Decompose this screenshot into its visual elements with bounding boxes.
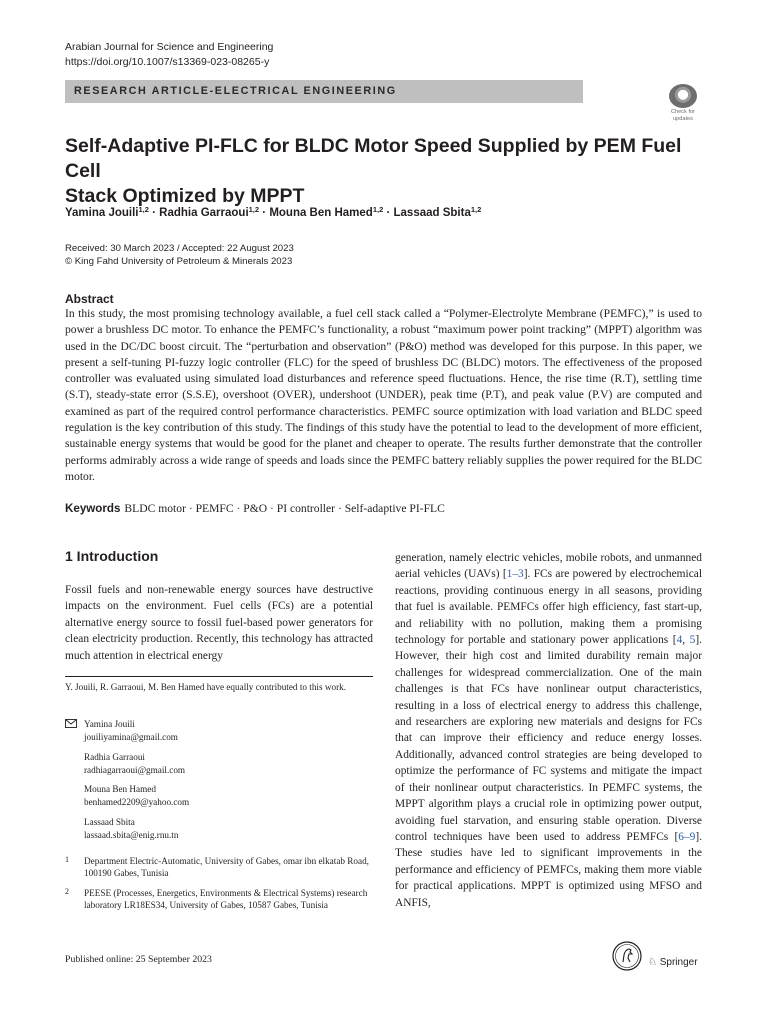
section-heading-introduction: 1 Introduction [65, 548, 159, 564]
author-affiliation-sup: 1,2 [470, 205, 482, 214]
check-updates-line-2: updates [673, 116, 693, 122]
intro-paragraph-left: Fossil fuels and non-renewable energy sources have destructive impacts on the environment. Fuel cells (FCs) are a potential alternative energy source to fossil fuel-based power generators for clean electricity production. Recently, this technology has attracted much attention in electrical energy [65, 584, 373, 662]
keywords-list: BLDC motor · PEMFC · P&O · PI controller · Self-adaptive PI-FLC [124, 502, 445, 515]
publisher-name [648, 956, 698, 969]
footnote-divider [65, 676, 373, 677]
author-name[interactable]: Mouna Ben Hamed [269, 207, 373, 219]
equal-contribution-note: Y. Jouili, R. Garraoui, M. Ben Hamed have equally contributed to this work. [65, 682, 347, 692]
affiliation-text: PEESE (Processes, Energetics, Environments & Electrical Systems) research laboratory LR18ES34, University of Gabes, 10587 Gabes, Tunisia [84, 888, 368, 911]
author-name[interactable]: Lassaad Sbita [393, 207, 471, 219]
citation-link[interactable]: 4 [676, 634, 683, 647]
contact-email[interactable]: lassaad.sbita@enig.rnu.tn [84, 830, 179, 840]
author-name[interactable]: Radhia Garraoui [159, 207, 249, 219]
contact-email[interactable]: jouiliyamina@gmail.com [84, 732, 178, 742]
doi-link[interactable]: https://doi.org/10.1007/s13369-023-08265-y [65, 56, 270, 68]
keywords-heading: Keywords [65, 502, 121, 515]
contact-name: Lassaad Sbita [84, 817, 135, 827]
affiliation-number: 1 [65, 855, 69, 864]
springer-horse-logo-icon [611, 940, 643, 972]
envelope-icon [65, 719, 77, 728]
author-separator: · [259, 207, 270, 219]
author-list [65, 202, 481, 221]
contact-name: Radhia Garraoui [84, 752, 145, 762]
text-segment: generation, namely electric vehicles, mobile robots, and unmanned aerial vehicles (UAVs) [ [395, 552, 702, 581]
affiliation-text: Department Electric-Automatic, University of Gabes, omar ibn elkatab Road, 100190 Gabes, Tunisia [84, 856, 369, 879]
keywords [65, 501, 445, 517]
affiliation-number: 2 [65, 887, 69, 896]
abstract-heading: Abstract [65, 292, 114, 306]
contact-name: Mouna Ben Hamed [84, 784, 156, 794]
check-updates-line-1: Check for [671, 109, 695, 115]
check-for-updates-icon[interactable] [664, 84, 702, 126]
abstract-text: In this study, the most promising technology available, a fuel cell stack called a “Polymer-Electrolyte Membrane (PEMFC),” is used to power a brushless DC motor. To enhance the PEMFC’s functionality, a robust “maximum power point tracking” (MPPT) algorithm was used in the DC/DC boost circuit. The “perturbation and observation” (P&O) method was developed for this purpose. In this paper, we present a self-tuning PI-fuzzy logic controller (FLC) for the speed of brushless DC (BLDC) motors. The effectiveness of the proposed controller was evaluated using simulated load disturbances and reference speed fluctuations. Hence, the rise time (R.T), settling time (S.T), steady-state error (S.S.E), overshoot (OVER), undershoot (UNDER), peak time (P.T), and peak value (P.V) are computed and examined as part of the required control performance characteristics. PEMFC source optimization with load variation and BLDC speed regulation is the key contribution of this study. The findings of this study have the potential to lead to the development of more efficient, sustainable energy systems that would be good for the planet and cheaper to operate. The results further demonstrate that the controller performs admirably across a wide range of speeds and loads since the PEMFC battery reliably supplies the power required for the BLDC motor. [65, 307, 702, 483]
copyright-notice: © King Fahd University of Petroleum & Minerals 2023 [65, 256, 293, 267]
text-segment: , [682, 634, 690, 647]
author-affiliation-sup: 1,2 [248, 205, 260, 214]
article-type-banner: RESEARCH ARTICLE-ELECTRICAL ENGINEERING [65, 80, 583, 103]
author-separator: · [148, 207, 160, 219]
intro-paragraph-right [395, 550, 702, 911]
article-title [65, 134, 685, 209]
author-name[interactable]: Yamina Jouili [65, 207, 139, 219]
contact-email[interactable]: radhiagarraoui@gmail.com [84, 765, 186, 775]
text-segment: ]. However, their high cost and limited durability remain major challenges for widespread commercialization. One of the main challenges is that FCs have nonlinear output characteristics, resulting in a loss of electrical energy to address this challenge, and researchers are exploring new materials and designs for FCs that can improve their efficiency and reduce energy losses. Additionally, advanced control strategies are being developed to optimize the performance of FC systems and mitigate the impact of their nonlinear output characteristics. In PEMFC systems, the MPPT algorithm plays a crucial role in optimizing power output, avoiding fuel starvation, and ensuring stable operation. Diverse control techniques have been used to address PEMFCs [ [395, 634, 702, 843]
journal-name: Arabian Journal for Science and Engineering [65, 41, 274, 53]
publisher-label: Springer [659, 957, 698, 968]
author-separator: · [383, 207, 394, 219]
author-affiliation-sup: 1,2 [372, 205, 384, 214]
springer-chess-knight-icon: ♘ [648, 957, 657, 968]
contact-email[interactable]: benhamed2209@yahoo.com [84, 797, 190, 807]
text-segment: ]. These studies have led to significant improvements in the performance and efficiency of PEMFCs, making them more viable for practical applications. MPPT is optimized using MFSO and ANFIS, [395, 830, 702, 909]
text-segment: ]. FCs are powered by electrochemical reactions, providing continuous energy in all seasons, providing that fuel is available. PEMFCs offer high efficiency, fast start-up, and reliability with no pollution, making them a promising technology for portable and stationary power applications [ [395, 568, 702, 647]
citation-link[interactable]: 5 [689, 634, 696, 647]
citation-link[interactable]: 6–9 [678, 830, 696, 843]
citation-link[interactable]: 1–3 [506, 568, 524, 581]
contact-name: Yamina Jouili [84, 719, 135, 729]
received-accepted-dates: Received: 30 March 2023 / Accepted: 22 August 2023 [65, 243, 294, 254]
published-online-date: Published online: 25 September 2023 [65, 954, 212, 965]
check-updates-badge [669, 84, 697, 108]
title-line-1: Self-Adaptive PI-FLC for BLDC Motor Speed Supplied by PEM Fuel Cell [65, 135, 682, 182]
title-line-2: Stack Optimized by MPPT [65, 185, 305, 207]
author-affiliation-sup: 1,2 [138, 205, 149, 214]
